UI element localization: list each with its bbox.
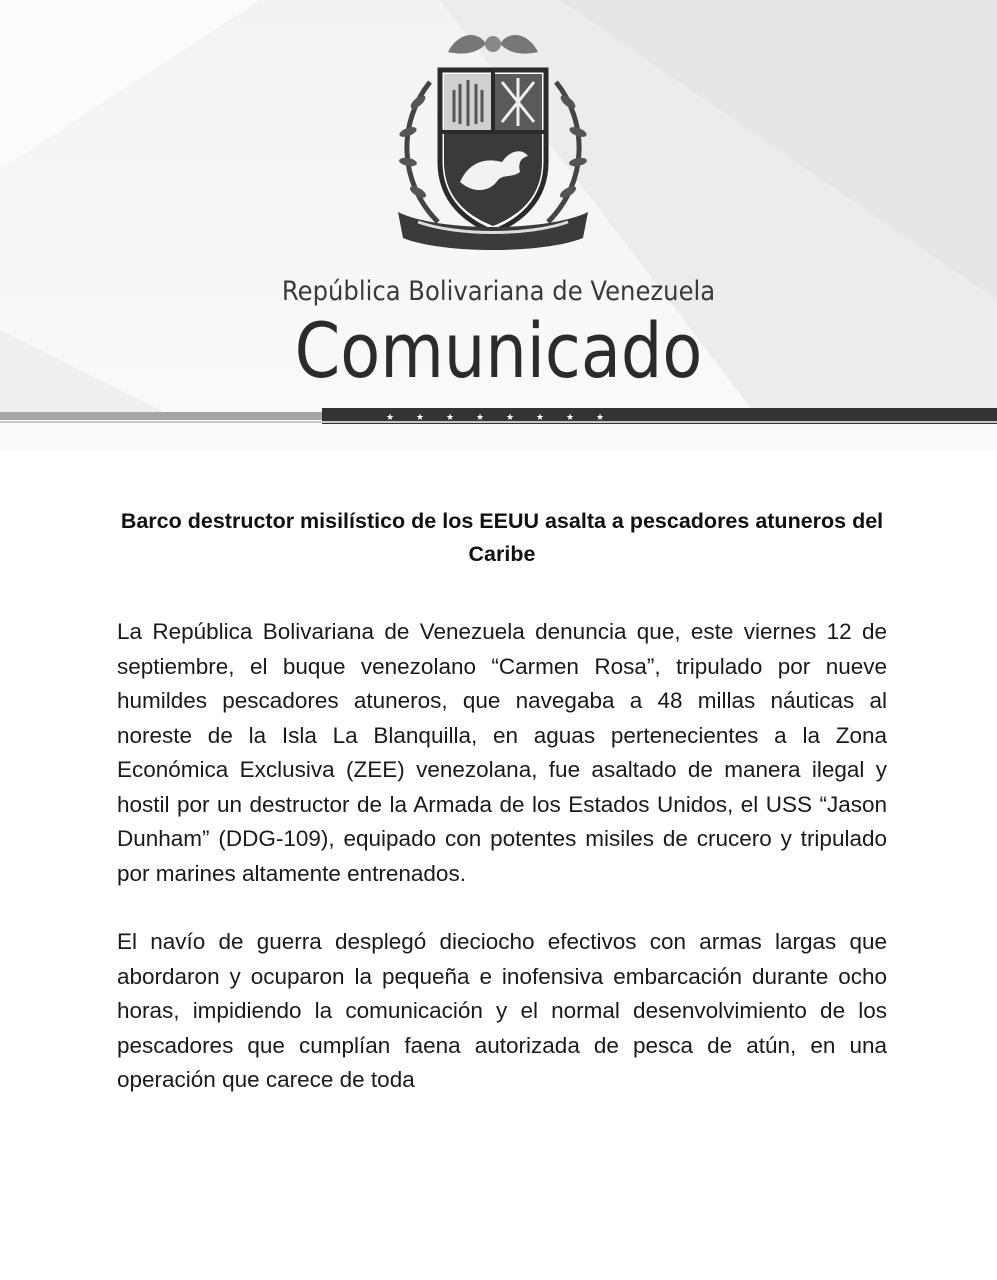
star-icon: ★ <box>566 413 575 423</box>
header-divider-bar <box>0 408 997 424</box>
star-icon: ★ <box>386 413 395 423</box>
article-title: Barco destructor misilístico de los EEUU asalta a pescadores atuneros del Caribe <box>120 509 884 566</box>
communique-body <box>117 505 887 1132</box>
paragraph-1: La República Bolivariana de Venezuela denuncia que, este viernes 12 de septiembre, el buque venezolano “Carmen Rosa”, tripulado por nueve humildes pescadores atuneros, que navegaba a 48 millas náuticas al noreste de la Isla La Blanquilla, en aguas pertenecientes a la Zona Económica Exclusiva (ZEE) venezolana, fue asaltado de manera ilegal y hostil por un destructor de la Armada de los Estados Unidos, el USS “Jason Dunham” (DDG-109), equipado con potentes misiles de crucero y tripulado por marines altamente entrenados. <box>117 619 887 886</box>
star-icon: ★ <box>536 413 545 423</box>
country-name: República Bolivariana de Venezuela <box>281 276 716 307</box>
paragraph-2: El navío de guerra desplegó dieciocho efectivos con armas largas que abordaron y ocuparon la pequeña e inofensiva embarcación durante ocho horas, impidiendo la comunicación y el normal desenvolvimiento de los pescadores que cumplían faena autorizada de pesca de atún, en una operación que carece de toda <box>117 929 887 1092</box>
star-icon: ★ <box>476 413 485 423</box>
star-icon: ★ <box>596 413 605 423</box>
coat-of-arms-icon <box>378 22 608 262</box>
star-icon: ★ <box>446 413 455 423</box>
letterhead <box>0 0 997 450</box>
star-icon: ★ <box>416 413 425 423</box>
star-icon: ★ <box>506 413 515 423</box>
page-title: Comunicado <box>294 306 703 395</box>
